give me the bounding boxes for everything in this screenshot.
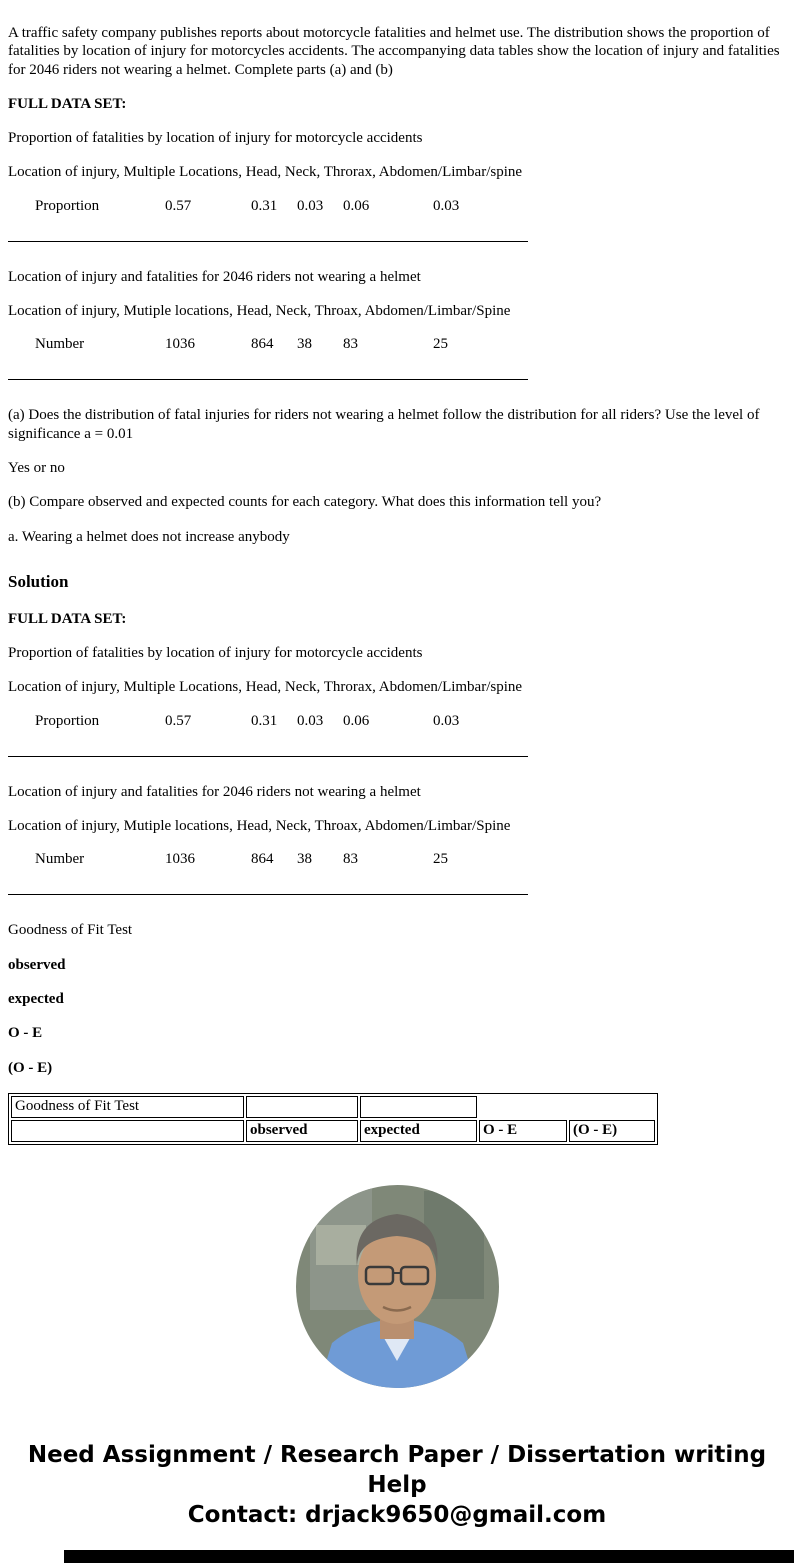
number-table-title: Location of injury and fatalities for 2046 riders not wearing a helmet [8, 783, 421, 800]
number-row [8, 851, 786, 870]
proportion-row [8, 198, 786, 217]
table-cell-o-minus-e: O - E [479, 1120, 567, 1142]
table-cell-empty [11, 1120, 244, 1142]
proportion-value: 0.06 [343, 712, 370, 729]
goodness-of-fit-title: Goodness of Fit Test [8, 922, 133, 939]
tutor-portrait-illustration [296, 1185, 499, 1388]
footer-promo [8, 1440, 786, 1530]
proportion-value: 0.03 [433, 712, 460, 729]
question-part-a: (a) Does the distribution of fatal injuries for riders not wearing a helmet follow the distribution for all riders? Use the level of significance a = 0.01 [8, 407, 760, 442]
table-cell-o-minus-e-paren: (O - E) [569, 1120, 655, 1142]
table-cell-title: Goodness of Fit Test [11, 1096, 244, 1118]
proportion-table-title: Proportion of fatalities by location of injury for motorcycle accidents [8, 645, 423, 662]
proportion-row-label: Proportion [35, 197, 100, 214]
number-value: 1036 [165, 336, 195, 353]
proportion-value: 0.57 [165, 197, 192, 214]
o-minus-e-label: O - E [8, 1025, 43, 1042]
promo-contact-email: Contact: drjack9650@gmail.com [187, 1501, 607, 1528]
number-row [8, 336, 786, 355]
document-body [8, 24, 786, 1563]
divider-line [8, 241, 528, 242]
proportion-value: 0.03 [433, 197, 460, 214]
number-value: 864 [251, 336, 274, 353]
divider-line [8, 894, 528, 895]
promo-heading: Need Assignment / Research Paper / Dissertation writing Help [27, 1441, 767, 1498]
expected-label: expected [8, 990, 64, 1007]
proportion-value: 0.03 [297, 197, 324, 214]
tutor-photo [296, 1185, 499, 1388]
number-table-title: Location of injury and fatalities for 2046 riders not wearing a helmet [8, 268, 421, 285]
observed-label: observed [8, 956, 66, 973]
table-cell-empty [246, 1096, 358, 1118]
full-data-set-heading: FULL DATA SET: [8, 95, 127, 112]
proportion-table-header: Location of injury, Multiple Locations, Head, Neck, Throrax, Abdomen/Limbar/spine [8, 679, 523, 696]
number-value: 25 [433, 851, 448, 868]
divider-line [8, 379, 528, 380]
part-b-answer: a. Wearing a helmet does not increase anybody [8, 528, 290, 545]
table-row [11, 1096, 655, 1118]
number-table-header: Location of injury, Mutiple locations, Head, Neck, Throax, Abdomen/Limbar/Spine [8, 818, 511, 835]
number-table-header: Location of injury, Mutiple locations, Head, Neck, Throax, Abdomen/Limbar/Spine [8, 303, 511, 320]
divider-line [8, 756, 528, 757]
proportion-table-title: Proportion of fatalities by location of injury for motorcycle accidents [8, 130, 423, 147]
proportion-value: 0.31 [251, 712, 278, 729]
number-value: 83 [343, 336, 358, 353]
number-value: 38 [297, 336, 312, 353]
question-part-b: (b) Compare observed and expected counts for each category. What does this information tell you? [8, 494, 602, 511]
proportion-value: 0.31 [251, 197, 278, 214]
solution-heading: Solution [8, 571, 69, 591]
proportion-value: 0.03 [297, 712, 324, 729]
number-value: 864 [251, 851, 274, 868]
table-cell-empty [360, 1096, 477, 1118]
table-cell-observed: observed [246, 1120, 358, 1142]
goodness-of-fit-table [8, 1093, 658, 1145]
proportion-value: 0.06 [343, 197, 370, 214]
proportion-value: 0.57 [165, 712, 192, 729]
intro-paragraph: A traffic safety company publishes reports about motorcycle fatalities and helmet use. The distribution shows the proportion of fatalities by location of injury for motorcycles accidents. The accompanying data tables show the location of injury and fatalities for 2046 riders not wearing a helmet. Complete parts (a) and (b) [8, 25, 780, 78]
bottom-black-bar [64, 1550, 794, 1563]
number-value: 83 [343, 851, 358, 868]
proportion-table-header: Location of injury, Multiple Locations, Head, Neck, Throrax, Abdomen/Limbar/spine [8, 164, 523, 181]
o-minus-e-paren-label: (O - E) [8, 1059, 53, 1076]
table-cell-expected: expected [360, 1120, 477, 1142]
number-row-label: Number [35, 851, 85, 868]
table-row [11, 1120, 655, 1142]
number-row-label: Number [35, 336, 85, 353]
number-value: 25 [433, 336, 448, 353]
part-a-answer: Yes or no [8, 459, 65, 476]
number-value: 1036 [165, 851, 195, 868]
proportion-row-label: Proportion [35, 712, 100, 729]
proportion-row [8, 713, 786, 732]
number-value: 38 [297, 851, 312, 868]
full-data-set-heading: FULL DATA SET: [8, 610, 127, 627]
